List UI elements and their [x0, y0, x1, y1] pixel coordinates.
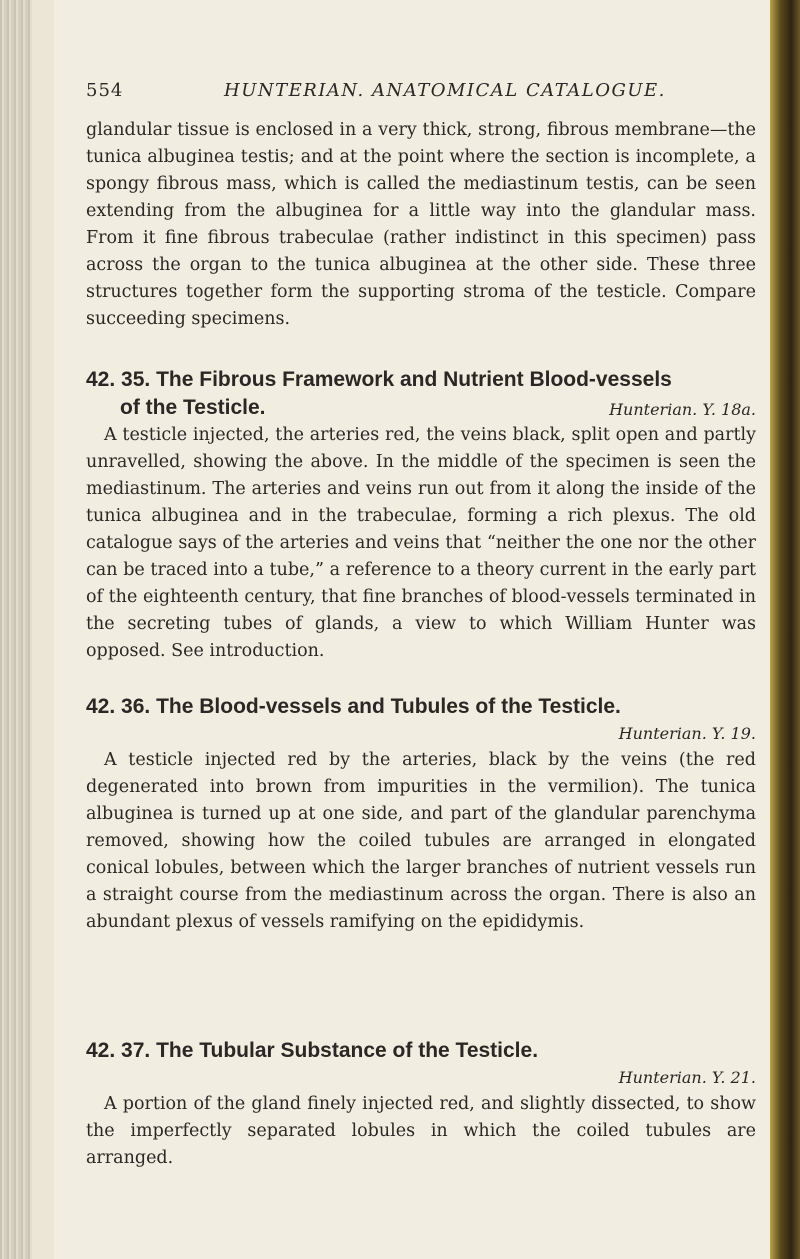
book-spine-gutter	[0, 0, 32, 1259]
running-header	[86, 80, 686, 110]
entry-title-text-2: of the Testicle.	[120, 396, 266, 419]
entry-reference: Hunterian. Y. 19.	[618, 724, 756, 743]
page-edge-right	[770, 0, 800, 1259]
entry-title-line1	[86, 1037, 756, 1065]
entry-title-line2	[86, 394, 756, 422]
entry-number: 42. 37.	[86, 1039, 151, 1062]
entry-body: A testicle injected red by the arteries, black by the veins (the red degenerated into brown from impurities in the vermilion). The tunica albuginea is turned up at one side, and part of the glandular parenchyma removed, showing how the coiled tubules are arranged in elongated conical lobules, between which the larger branches of nutrient vessels run a straight course from the mediastinum across the organ. There is also an abundant plexus of vessels ramifying on the epididymis.	[86, 750, 756, 932]
intro-paragraph: glandular tissue is enclosed in a very thick, strong, fibrous membrane—the tunica albuginea testis; and at the point where the section is incomplete, a spongy fibrous mass, which is called the mediastinum testis, can be seen extending from the albuginea for a little way into the glandular mass. From it fine fibrous trabeculae (rather indistinct in this specimen) pass across the organ to the tunica albuginea at the other side. These three structures together form the supporting stroma of the testicle. Compare succeeding specimens.	[86, 120, 756, 329]
entry-title-text: The Fibrous Framework and Nutrient Blood-vessels	[156, 368, 672, 391]
entry-title-line1	[86, 693, 756, 721]
entry-number: 42. 36.	[86, 695, 151, 718]
entry-title-text: The Blood-vessels and Tubules of the Testicle.	[156, 695, 621, 718]
entry-reference: Hunterian. Y. 21.	[618, 1068, 756, 1087]
intro-block	[86, 117, 756, 333]
entry-reference: Hunterian. Y. 18a.	[609, 400, 756, 419]
entry-body: A testicle injected, the arteries red, the veins black, split open and partly unravelled, showing the above. In the middle of the specimen is seen the mediastinum. The arteries and veins run out from it along the inside of the tunica albuginea and in the trabeculae, forming a rich plexus. The old catalogue says of the arteries and veins that “neither the one nor the other can be traced into a tube,” a reference to a theory current in the early part of the eighteenth century, that fine branches of blood-vessels terminated in the secreting tubes of glands, a view to which William Hunter was opposed. See introduction.	[86, 425, 756, 661]
entry-title-text: The Tubular Substance of the Testicle.	[156, 1039, 539, 1062]
entry-title-line1	[86, 366, 756, 394]
entry-42-36	[86, 693, 756, 936]
entry-42-37	[86, 1037, 756, 1172]
running-title: HUNTERIAN. ANATOMICAL CATALOGUE.	[224, 80, 666, 101]
page-number: 554	[86, 80, 124, 101]
entry-body: A portion of the gland finely injected red, and slightly dissected, to show the imperfectly separated lobules in which the coiled tubules are arranged.	[86, 1094, 756, 1168]
entry-number: 42. 35.	[86, 368, 151, 391]
entry-42-35	[86, 366, 756, 665]
